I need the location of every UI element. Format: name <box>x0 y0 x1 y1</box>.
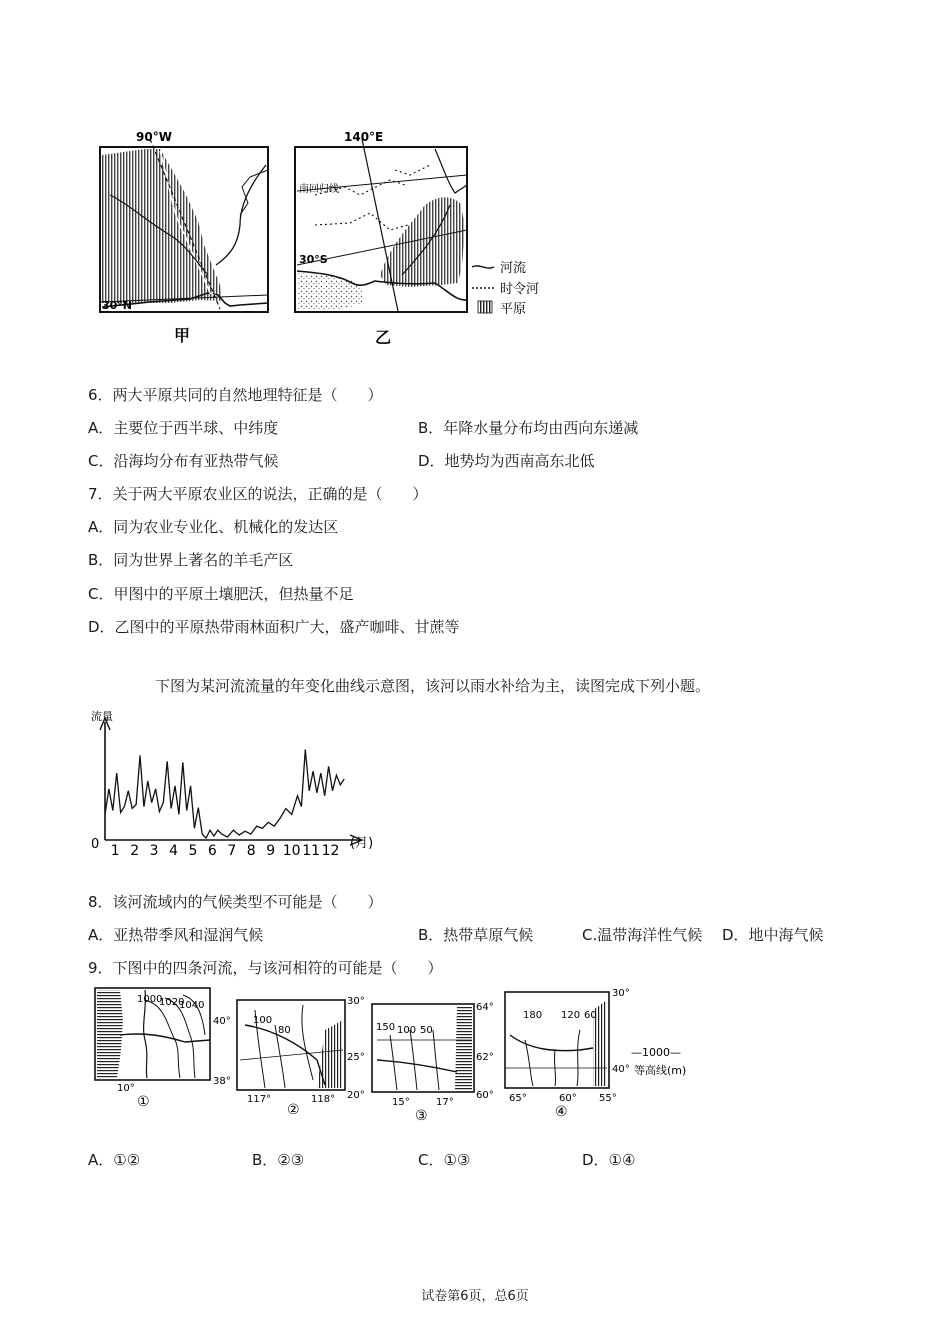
panel3-lat-2: 62° <box>476 1052 494 1063</box>
chart-x-label: (月) <box>350 836 374 851</box>
chart-x-tick-label: 2 <box>130 843 140 858</box>
chart-x-tick-label: 4 <box>169 843 179 858</box>
legend-river-symbol <box>472 266 494 268</box>
river-panel-2 <box>237 996 365 1118</box>
panel4-contour-2: 120 <box>561 1010 581 1021</box>
page-footer: 试卷第6页，总6页 <box>421 1289 529 1304</box>
panel2-lon-1: 117° <box>247 1094 272 1105</box>
yi-lat-label: 30°S <box>299 253 328 266</box>
chart-x-tick-label: 3 <box>149 843 159 858</box>
panel1-id: ① <box>137 1094 150 1110</box>
legend-river-label: 河流 <box>500 261 527 276</box>
jia-caption: 甲 <box>174 326 191 345</box>
panel4-lon-2: 60° <box>559 1093 577 1104</box>
q7-stem: 7．关于两大平原农业区的说法，正确的是（ ） <box>88 485 428 503</box>
q7-option-a[interactable]: A．同为农业专业化、机械化的发达区 <box>88 518 339 536</box>
map-yi <box>295 130 467 347</box>
q8-stem: 8．该河流域内的气候类型不可能是（ ） <box>88 893 383 911</box>
q8-option-a[interactable]: A．亚热带季风和湿润气候 <box>88 926 264 944</box>
panel4-contour-1: 180 <box>523 1010 543 1021</box>
q6-option-c[interactable]: C．沿海均分布有亚热带气候 <box>88 452 279 470</box>
panel4-lon-1: 65° <box>509 1093 527 1104</box>
panel2-lat-1: 30° <box>347 996 365 1007</box>
panel1-lat-1: 40° <box>213 1016 231 1027</box>
chart-x-tick-label: 1 <box>110 843 120 858</box>
panel1-contour-3: 1040 <box>179 1000 205 1011</box>
q9-option-d[interactable]: D．①④ <box>582 1151 636 1169</box>
chart-x-tick-label: 5 <box>188 843 198 858</box>
legend-plain-label: 平原 <box>500 302 527 317</box>
panel1-lon-1: 10° <box>117 1083 135 1094</box>
panel1-lat-2: 38° <box>213 1076 231 1087</box>
q7-option-b[interactable]: B．同为世界上著名的羊毛产区 <box>88 551 294 569</box>
q9-option-b[interactable]: B．②③ <box>252 1151 305 1169</box>
q8-option-c[interactable]: C.温带海洋性气候 <box>582 926 703 944</box>
q8-option-d[interactable]: D．地中海气候 <box>722 926 824 944</box>
q6-option-b[interactable]: B．年降水量分布均由西向东递减 <box>418 419 639 437</box>
contour-legend <box>631 1046 686 1077</box>
panel3-lon-1: 15° <box>392 1097 410 1108</box>
panel2-lon-2: 118° <box>311 1094 336 1105</box>
legend-plain-symbol <box>478 301 492 313</box>
panel3-id: ③ <box>415 1108 428 1124</box>
chart-x-tick-label: 10 <box>282 843 301 858</box>
map-legend <box>472 260 539 317</box>
q7-option-c[interactable]: C．甲图中的平原土壤肥沃，但热量不足 <box>88 585 354 603</box>
panel1-contour-2: 1020 <box>159 997 185 1008</box>
yi-lon-label: 140°E <box>344 130 384 144</box>
panel4-id: ④ <box>555 1104 568 1120</box>
panel2-lat-2: 25° <box>347 1052 365 1063</box>
panel4-lat-2: 40° <box>612 1064 630 1075</box>
river-panel-1 <box>95 988 231 1110</box>
panel4-contour-3: 60 <box>584 1010 597 1021</box>
chart-x-tick-label: 7 <box>227 843 237 858</box>
chart-x-tick-label: 9 <box>266 843 276 858</box>
river-panel-3 <box>372 1002 494 1124</box>
panel4-lon-3: 55° <box>599 1093 617 1104</box>
q8-option-b[interactable]: B．热带草原气候 <box>418 926 534 944</box>
contour-legend-caption: 等高线(m) <box>634 1064 687 1077</box>
panel2-lat-3: 20° <box>347 1090 365 1101</box>
contour-legend-line: —1000— <box>631 1046 681 1059</box>
panel1-contour-1: 1000 <box>137 994 163 1005</box>
panel3-contour-2: 100 <box>397 1025 417 1036</box>
q6-stem: 6．两大平原共同的自然地理特征是（ ） <box>88 386 383 404</box>
river-panel-4 <box>505 988 630 1120</box>
chart-x-tick-label: 11 <box>302 843 321 858</box>
jia-lat-label: 30°N <box>102 299 133 312</box>
chart-origin-label: 0 <box>91 837 100 852</box>
legend-seasonal-label: 时令河 <box>500 282 540 297</box>
panel3-contour-1: 150 <box>376 1022 396 1033</box>
panel3-lon-2: 17° <box>436 1097 454 1108</box>
chart-x-ticks <box>111 843 340 858</box>
panel2-contour-2: 80 <box>278 1025 291 1036</box>
q7-option-d[interactable]: D．乙图中的平原热带雨林面积广大，盛产咖啡、甘蔗等 <box>88 618 460 636</box>
panel3-lat-1: 64° <box>476 1002 494 1013</box>
yi-caption: 乙 <box>375 328 392 347</box>
panel2-contour-1: 100 <box>253 1015 273 1026</box>
q9-stem: 9．下图中的四条河流，与该河相符的可能是（ ） <box>88 959 443 977</box>
q6-option-a[interactable]: A．主要位于西半球、中纬度 <box>88 419 279 437</box>
section-intro: 下图为某河流流量的年变化曲线示意图，该河以雨水补给为主，读图完成下列小题。 <box>155 677 711 695</box>
river-discharge-chart <box>88 708 388 858</box>
map-jia <box>100 130 268 345</box>
q9-option-c[interactable]: C．①③ <box>418 1151 471 1169</box>
chart-x-tick-label: 8 <box>246 843 256 858</box>
panel4-lat-1: 30° <box>612 988 630 999</box>
chart-x-tick-label: 6 <box>207 843 217 858</box>
panel3-contour-3: 50 <box>420 1025 433 1036</box>
chart-series-line <box>105 750 344 839</box>
yi-tropic-label: 南回归线 <box>299 184 339 195</box>
q9-option-a[interactable]: A．①② <box>88 1151 141 1169</box>
plains-map-figure <box>90 125 590 355</box>
panel2-id: ② <box>287 1102 300 1118</box>
jia-lon-label: 90°W <box>136 130 172 144</box>
chart-y-label: 流量 <box>91 710 113 723</box>
four-rivers-figure <box>85 980 715 1130</box>
q6-option-d[interactable]: D．地势均为西南高东北低 <box>418 452 595 470</box>
panel3-lat-3: 60° <box>476 1090 494 1101</box>
chart-x-tick-label: 12 <box>321 843 340 858</box>
